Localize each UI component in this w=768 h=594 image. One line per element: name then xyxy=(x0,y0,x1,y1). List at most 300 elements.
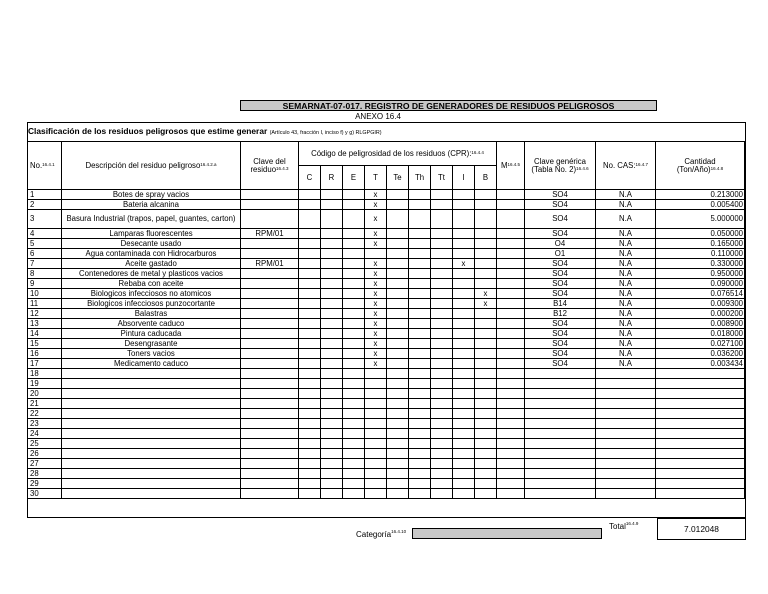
row-generica: SO4 xyxy=(525,259,596,269)
row-cpr-tt xyxy=(431,229,453,239)
row-cas xyxy=(596,429,656,439)
row-description: Biologicos infecciosos punzocortante xyxy=(62,299,241,309)
row-generica: SO4 xyxy=(525,200,596,210)
row-cpr-c xyxy=(299,309,321,319)
row-cpr-e xyxy=(343,279,365,289)
categoria-label: Categoría$^{16.4.10}$ xyxy=(356,529,407,539)
row-m xyxy=(497,349,525,359)
row-m xyxy=(497,419,525,429)
row-cpr-b xyxy=(475,190,497,200)
row-clave xyxy=(241,210,299,229)
row-cpr-e xyxy=(343,329,365,339)
row-generica: SO4 xyxy=(525,319,596,329)
row-clave: RPM/01 xyxy=(241,229,299,239)
table-row xyxy=(28,190,745,200)
total-label: Total$^{16.4.9}$ xyxy=(609,521,639,531)
row-cpr-r xyxy=(321,419,343,429)
row-cantidad: 0.050000 xyxy=(656,229,745,239)
row-description xyxy=(62,369,241,379)
row-cpr-e xyxy=(343,359,365,369)
row-clave xyxy=(241,249,299,259)
row-cpr-e xyxy=(343,299,365,309)
row-cas: N.A xyxy=(596,259,656,269)
row-number: 10 xyxy=(28,289,62,299)
row-cpr-te xyxy=(387,339,409,349)
row-cpr-i xyxy=(453,369,475,379)
row-cpr-r xyxy=(321,239,343,249)
row-cpr-c xyxy=(299,339,321,349)
row-cpr-i xyxy=(453,419,475,429)
row-description: Lamparas fluorescentes xyxy=(62,229,241,239)
row-number: 23 xyxy=(28,419,62,429)
row-cpr-tt xyxy=(431,309,453,319)
row-cantidad: 5.000000 xyxy=(656,210,745,229)
row-cas: N.A xyxy=(596,289,656,299)
row-cas xyxy=(596,449,656,459)
row-cas xyxy=(596,419,656,429)
row-clave xyxy=(241,319,299,329)
row-m xyxy=(497,329,525,339)
row-cpr-b xyxy=(475,210,497,229)
row-cantidad: 0.950000 xyxy=(656,269,745,279)
row-cpr-e xyxy=(343,409,365,419)
row-cpr-b xyxy=(475,369,497,379)
row-cpr-r xyxy=(321,359,343,369)
row-cpr-b xyxy=(475,200,497,210)
row-cpr-r xyxy=(321,229,343,239)
row-number: 18 xyxy=(28,369,62,379)
row-cpr-i xyxy=(453,359,475,369)
row-cpr-e xyxy=(343,229,365,239)
row-cpr-te xyxy=(387,419,409,429)
row-generica xyxy=(525,389,596,399)
row-cpr-e xyxy=(343,469,365,479)
row-description: Botes de spray vacios xyxy=(62,190,241,200)
row-cpr-t xyxy=(365,419,387,429)
row-cpr-i xyxy=(453,249,475,259)
row-description xyxy=(62,479,241,489)
row-description xyxy=(62,399,241,409)
row-cpr-e xyxy=(343,200,365,210)
row-m xyxy=(497,190,525,200)
row-cpr-b xyxy=(475,339,497,349)
row-cpr-b xyxy=(475,389,497,399)
row-cpr-t xyxy=(365,459,387,469)
row-cantidad: 0.090000 xyxy=(656,279,745,289)
categoria-field[interactable] xyxy=(412,528,602,539)
row-cpr-th xyxy=(409,349,431,359)
row-cpr-th xyxy=(409,359,431,369)
table-row xyxy=(28,299,745,309)
row-number: 20 xyxy=(28,389,62,399)
row-cpr-i xyxy=(453,449,475,459)
row-cpr-e xyxy=(343,349,365,359)
row-clave xyxy=(241,269,299,279)
row-cpr-th xyxy=(409,269,431,279)
row-cpr-th xyxy=(409,229,431,239)
row-cpr-e xyxy=(343,389,365,399)
row-generica xyxy=(525,449,596,459)
row-cpr-tt xyxy=(431,419,453,429)
col-clave-header: Clave del residuo$^{16.4.3}$ xyxy=(241,142,299,190)
row-cpr-i xyxy=(453,389,475,399)
row-m xyxy=(497,259,525,269)
row-cpr-th xyxy=(409,369,431,379)
row-generica: B12 xyxy=(525,309,596,319)
row-clave xyxy=(241,309,299,319)
row-cpr-i xyxy=(453,439,475,449)
row-cpr-t: x xyxy=(365,200,387,210)
row-cpr-i xyxy=(453,289,475,299)
row-number: 8 xyxy=(28,269,62,279)
row-cpr-t: x xyxy=(365,259,387,269)
row-cpr-tt xyxy=(431,399,453,409)
row-cpr-th xyxy=(409,399,431,409)
row-cpr-i xyxy=(453,200,475,210)
row-cantidad xyxy=(656,489,745,499)
table-row xyxy=(28,379,745,389)
row-cpr-r xyxy=(321,289,343,299)
row-cpr-b xyxy=(475,399,497,409)
col-cantidad-header: Cantidad (Ton/Año)$^{16.4.8}$ xyxy=(656,142,745,190)
table-row xyxy=(28,319,745,329)
row-cpr-r xyxy=(321,449,343,459)
row-cpr-b xyxy=(475,439,497,449)
row-cpr-t xyxy=(365,409,387,419)
row-cpr-t xyxy=(365,479,387,489)
row-m xyxy=(497,459,525,469)
row-cantidad: 0.027100 xyxy=(656,339,745,349)
row-cpr-i xyxy=(453,339,475,349)
row-cpr-i xyxy=(453,210,475,229)
row-cpr-te xyxy=(387,439,409,449)
cpr-code-th: Th xyxy=(409,166,431,190)
row-cpr-i xyxy=(453,319,475,329)
row-cpr-c xyxy=(299,259,321,269)
row-m xyxy=(497,339,525,349)
row-clave: RPM/01 xyxy=(241,259,299,269)
row-cpr-r xyxy=(321,279,343,289)
row-generica xyxy=(525,419,596,429)
row-cas xyxy=(596,409,656,419)
row-cpr-th xyxy=(409,459,431,469)
row-cas xyxy=(596,379,656,389)
table-row xyxy=(28,200,745,210)
table-row xyxy=(28,210,745,229)
row-cpr-r xyxy=(321,429,343,439)
row-cpr-tt xyxy=(431,339,453,349)
row-cpr-tt xyxy=(431,210,453,229)
row-generica xyxy=(525,489,596,499)
row-m xyxy=(497,369,525,379)
row-cpr-tt xyxy=(431,369,453,379)
table-row xyxy=(28,279,745,289)
row-cpr-r xyxy=(321,269,343,279)
row-cpr-th xyxy=(409,489,431,499)
row-cpr-b xyxy=(475,239,497,249)
row-cpr-tt xyxy=(431,239,453,249)
row-cpr-te xyxy=(387,200,409,210)
row-cpr-c xyxy=(299,289,321,299)
row-cpr-r xyxy=(321,339,343,349)
row-cpr-tt xyxy=(431,329,453,339)
row-cpr-i xyxy=(453,349,475,359)
row-cpr-t xyxy=(365,249,387,259)
row-generica: SO4 xyxy=(525,329,596,339)
row-description xyxy=(62,409,241,419)
row-generica xyxy=(525,439,596,449)
row-cpr-c xyxy=(299,269,321,279)
row-cpr-te xyxy=(387,459,409,469)
row-cpr-i: x xyxy=(453,259,475,269)
cpr-code-r: R xyxy=(321,166,343,190)
table-row xyxy=(28,339,745,349)
row-m xyxy=(497,200,525,210)
row-cpr-t: x xyxy=(365,359,387,369)
row-cpr-t: x xyxy=(365,190,387,200)
row-generica: SO4 xyxy=(525,339,596,349)
table-row xyxy=(28,289,745,299)
row-cpr-r xyxy=(321,489,343,499)
row-cpr-te xyxy=(387,469,409,479)
row-cpr-c xyxy=(299,319,321,329)
row-description xyxy=(62,489,241,499)
row-number: 30 xyxy=(28,489,62,499)
cpr-code-i: I xyxy=(453,166,475,190)
row-cpr-r xyxy=(321,349,343,359)
row-cpr-r xyxy=(321,249,343,259)
row-generica: SO4 xyxy=(525,229,596,239)
table-row xyxy=(28,369,745,379)
row-clave xyxy=(241,429,299,439)
table-row xyxy=(28,419,745,429)
row-cpr-te xyxy=(387,449,409,459)
row-description: Desengrasante xyxy=(62,339,241,349)
row-cas xyxy=(596,369,656,379)
row-cpr-th xyxy=(409,279,431,289)
row-cpr-r xyxy=(321,459,343,469)
row-cpr-te xyxy=(387,269,409,279)
row-cpr-e xyxy=(343,239,365,249)
row-cas xyxy=(596,469,656,479)
row-generica: SO4 xyxy=(525,210,596,229)
row-cpr-th xyxy=(409,469,431,479)
row-generica xyxy=(525,369,596,379)
table-row xyxy=(28,349,745,359)
row-cpr-c xyxy=(299,299,321,309)
row-cpr-c xyxy=(299,369,321,379)
row-number: 27 xyxy=(28,459,62,469)
row-cpr-b: x xyxy=(475,299,497,309)
row-m xyxy=(497,389,525,399)
row-description: Absorvente caduco xyxy=(62,319,241,329)
row-cpr-e xyxy=(343,249,365,259)
col-desc-header: Descripción del residuo peligroso$^{16.4.2.a}$ xyxy=(62,142,241,190)
row-number: 13 xyxy=(28,319,62,329)
row-cas: N.A xyxy=(596,329,656,339)
row-number: 4 xyxy=(28,229,62,239)
row-cpr-b xyxy=(475,279,497,289)
table-row xyxy=(28,259,745,269)
row-cpr-th xyxy=(409,389,431,399)
row-cpr-t: x xyxy=(365,229,387,239)
row-cpr-b xyxy=(475,479,497,489)
row-cpr-th xyxy=(409,339,431,349)
table-row xyxy=(28,429,745,439)
row-cpr-b xyxy=(475,419,497,429)
row-cpr-i xyxy=(453,190,475,200)
row-number: 1 xyxy=(28,190,62,200)
row-cpr-b xyxy=(475,379,497,389)
table-row xyxy=(28,229,745,239)
row-m xyxy=(497,210,525,229)
row-description xyxy=(62,379,241,389)
row-cantidad xyxy=(656,479,745,489)
row-cpr-te xyxy=(387,379,409,389)
row-cpr-e xyxy=(343,429,365,439)
row-cpr-t xyxy=(365,429,387,439)
table-row xyxy=(28,439,745,449)
row-number: 26 xyxy=(28,449,62,459)
row-cpr-c xyxy=(299,409,321,419)
row-cpr-c xyxy=(299,489,321,499)
row-cpr-r xyxy=(321,210,343,229)
row-cantidad xyxy=(656,389,745,399)
row-m xyxy=(497,439,525,449)
row-cpr-tt xyxy=(431,489,453,499)
row-cpr-b xyxy=(475,429,497,439)
row-clave xyxy=(241,359,299,369)
row-cas: N.A xyxy=(596,339,656,349)
row-cpr-e xyxy=(343,419,365,429)
row-generica xyxy=(525,409,596,419)
row-cpr-c xyxy=(299,439,321,449)
row-cpr-t: x xyxy=(365,339,387,349)
row-cpr-te xyxy=(387,259,409,269)
row-description xyxy=(62,459,241,469)
row-cpr-te xyxy=(387,249,409,259)
row-cpr-i xyxy=(453,469,475,479)
row-cpr-th xyxy=(409,449,431,459)
row-cpr-i xyxy=(453,459,475,469)
row-description: Toners vacios xyxy=(62,349,241,359)
row-cantidad: 0.008900 xyxy=(656,319,745,329)
row-cpr-t: x xyxy=(365,210,387,229)
row-cpr-c xyxy=(299,389,321,399)
row-cpr-tt xyxy=(431,249,453,259)
row-cpr-c xyxy=(299,449,321,459)
row-cpr-i xyxy=(453,489,475,499)
row-cpr-te xyxy=(387,319,409,329)
row-description: Pintura caducada xyxy=(62,329,241,339)
row-cpr-e xyxy=(343,399,365,409)
row-cpr-te xyxy=(387,389,409,399)
row-cpr-th xyxy=(409,429,431,439)
row-cpr-e xyxy=(343,259,365,269)
row-cpr-t xyxy=(365,449,387,459)
row-clave xyxy=(241,279,299,289)
row-cpr-c xyxy=(299,239,321,249)
row-cantidad: 0.018000 xyxy=(656,329,745,339)
row-cpr-t xyxy=(365,369,387,379)
row-cpr-e xyxy=(343,289,365,299)
table-body xyxy=(28,190,745,499)
table-row xyxy=(28,409,745,419)
row-cpr-tt xyxy=(431,200,453,210)
table-row xyxy=(28,469,745,479)
row-clave xyxy=(241,399,299,409)
row-cpr-i xyxy=(453,269,475,279)
row-description: Basura Industrial (trapos, papel, guantes, carton) xyxy=(62,210,241,229)
row-cpr-r xyxy=(321,409,343,419)
row-cpr-b xyxy=(475,409,497,419)
row-cantidad xyxy=(656,459,745,469)
row-cpr-te xyxy=(387,479,409,489)
row-clave xyxy=(241,299,299,309)
row-cpr-i xyxy=(453,429,475,439)
row-generica xyxy=(525,469,596,479)
row-m xyxy=(497,309,525,319)
row-cantidad: 0.110000 xyxy=(656,249,745,259)
row-cpr-c xyxy=(299,469,321,479)
row-cpr-te xyxy=(387,329,409,339)
row-cpr-c xyxy=(299,419,321,429)
row-cpr-i xyxy=(453,379,475,389)
row-cpr-c xyxy=(299,249,321,259)
row-cpr-e xyxy=(343,210,365,229)
row-cpr-e xyxy=(343,319,365,329)
cpr-code-e: E xyxy=(343,166,365,190)
row-cpr-b xyxy=(475,349,497,359)
row-cpr-t xyxy=(365,399,387,409)
row-cpr-th xyxy=(409,259,431,269)
row-number: 16 xyxy=(28,349,62,359)
row-cpr-tt xyxy=(431,299,453,309)
row-description xyxy=(62,389,241,399)
row-cas: N.A xyxy=(596,299,656,309)
row-cantidad xyxy=(656,379,745,389)
row-clave xyxy=(241,200,299,210)
row-cpr-c xyxy=(299,190,321,200)
row-cpr-tt xyxy=(431,469,453,479)
table-row xyxy=(28,459,745,469)
row-cpr-te xyxy=(387,489,409,499)
row-cpr-th xyxy=(409,319,431,329)
row-cas: N.A xyxy=(596,249,656,259)
row-clave xyxy=(241,409,299,419)
table-row xyxy=(28,329,745,339)
row-cantidad: 0.005400 xyxy=(656,200,745,210)
row-cantidad xyxy=(656,449,745,459)
table-row xyxy=(28,269,745,279)
row-cpr-r xyxy=(321,439,343,449)
row-cpr-b xyxy=(475,309,497,319)
row-cantidad xyxy=(656,469,745,479)
row-cpr-tt xyxy=(431,449,453,459)
row-cpr-t xyxy=(365,389,387,399)
row-cpr-te xyxy=(387,399,409,409)
row-cpr-th xyxy=(409,249,431,259)
row-cpr-b xyxy=(475,329,497,339)
row-cpr-i xyxy=(453,409,475,419)
row-cpr-c xyxy=(299,329,321,339)
row-cpr-t: x xyxy=(365,349,387,359)
row-m xyxy=(497,279,525,289)
row-cpr-t: x xyxy=(365,269,387,279)
row-cpr-c xyxy=(299,399,321,409)
row-description: Aceite gastado xyxy=(62,259,241,269)
row-cantidad xyxy=(656,399,745,409)
